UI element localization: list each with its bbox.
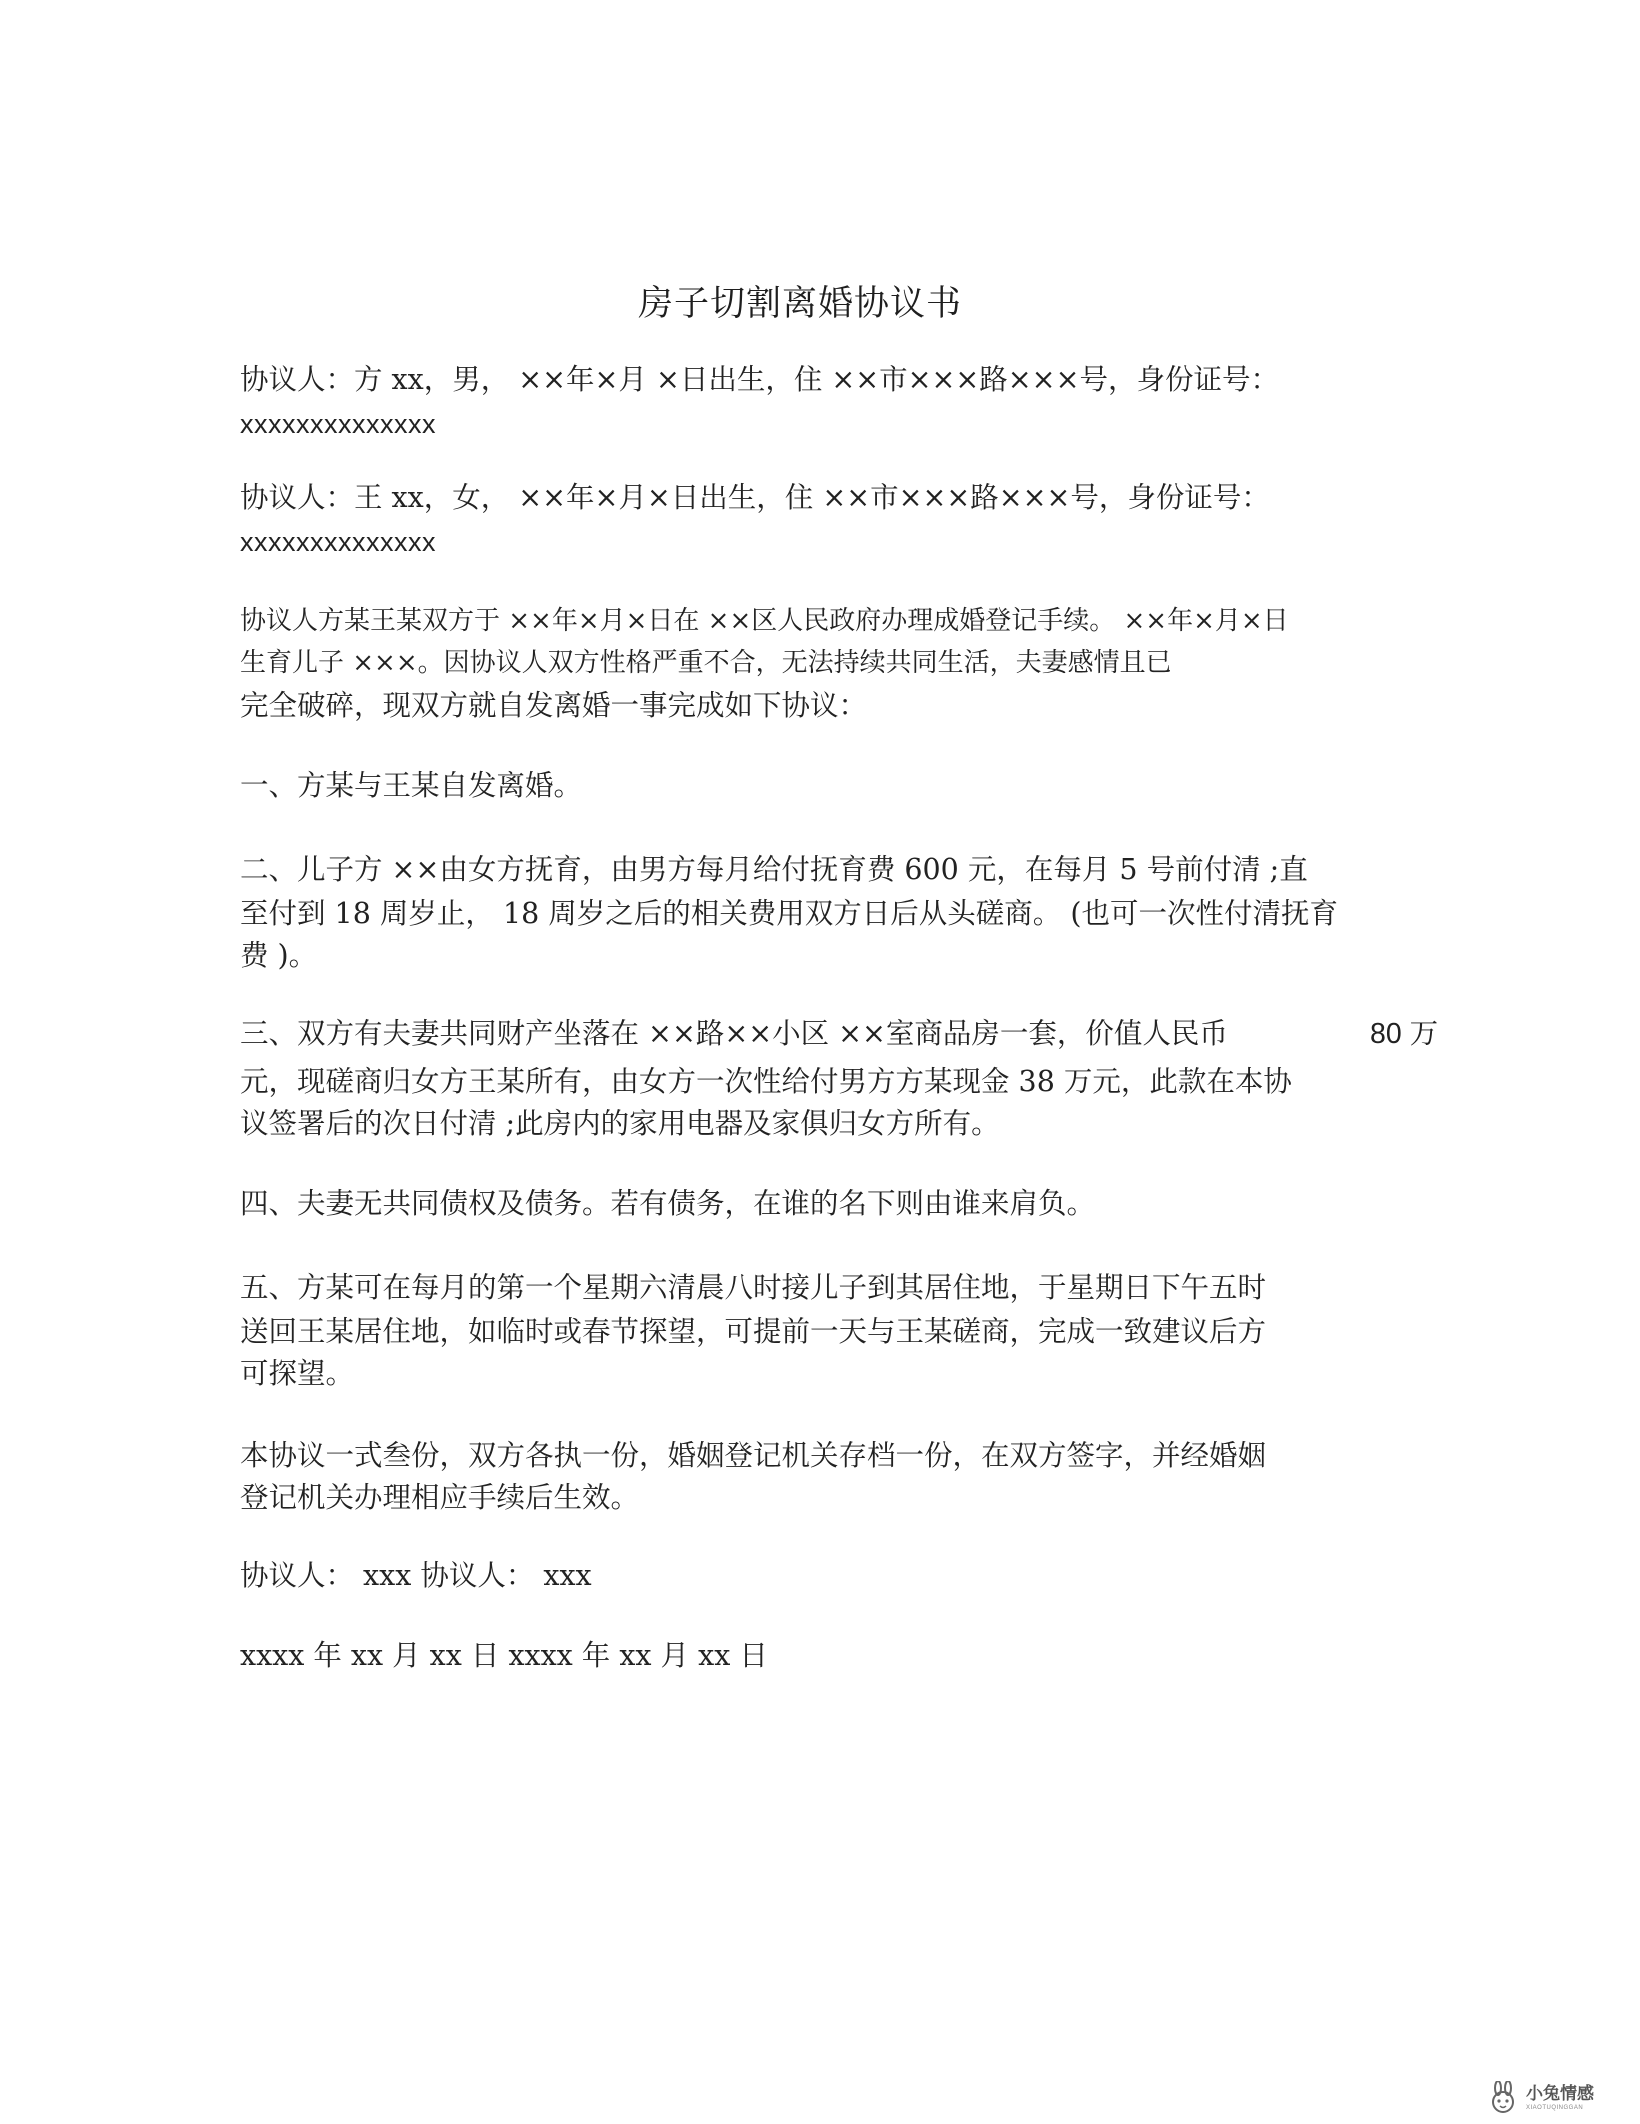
clause5-line-3: 可探望。 bbox=[240, 1357, 355, 1390]
party1-id: xxxxxxxxxxxxxx bbox=[240, 409, 436, 439]
party2-line: 协议人：王 xx，女， ××年×月×日出生，住 ××市×××路×××号，身份证号： bbox=[240, 481, 1270, 514]
intro-line-3: 完全破碎，现双方就自发离婚一事完成如下协议： bbox=[240, 689, 868, 722]
document-title: 房子切割离婚协议书 bbox=[637, 284, 962, 324]
intro-line-1: 协议人方某王某双方于 ××年×月×日在 ××区人民政府办理成婚登记手续。 ××年×月×日 bbox=[240, 606, 1289, 636]
clause3-amount: 80 万 bbox=[1370, 1018, 1439, 1050]
closing-line-2: 登记机关办理相应手续后生效。 bbox=[240, 1481, 640, 1514]
rabbit-logo-icon bbox=[1486, 2081, 1520, 2115]
clause3-line-1: 三、双方有夫妻共同财产坐落在 ××路××小区 ××室商品房一套，价值人民币 bbox=[240, 1017, 1228, 1050]
clause2-line-3: 费 )。 bbox=[240, 939, 318, 972]
date-line: xxxx 年 xx 月 xx 日 xxxx 年 xx 月 xx 日 bbox=[240, 1639, 768, 1672]
clause5-line-2: 送回王某居住地，如临时或春节探望，可提前一天与王某磋商，完成一致建议后方 bbox=[240, 1315, 1267, 1348]
clause2-line-2: 至付到 18 周岁止， 18 周岁之后的相关费用双方日后从头磋商。 (也可一次性付清抚育 bbox=[240, 897, 1338, 930]
clause5-line-1: 五、方某可在每月的第一个星期六清晨八时接儿子到其居住地，于星期日下午五时 bbox=[240, 1271, 1267, 1304]
clause3-line-2: 元，现磋商归女方王某所有，由女方一次性给付男方方某现金 38 万元，此款在本协 bbox=[240, 1065, 1292, 1098]
signature-line: 协议人： xxx 协议人： xxx bbox=[240, 1559, 592, 1592]
clause3-line-3: 议签署后的次日付清 ;此房内的家用电器及家俱归女方所有。 bbox=[240, 1107, 1000, 1140]
party1-line: 协议人：方 xx，男， ××年×月 ×日出生，住 ××市×××路×××号，身份证号： bbox=[240, 363, 1279, 396]
party2-id: xxxxxxxxxxxxxx bbox=[240, 527, 436, 557]
watermark-text: 小兔情感 bbox=[1526, 2083, 1594, 2104]
closing-line-1: 本协议一式叁份，双方各执一份，婚姻登记机关存档一份，在双方签字，并经婚姻 bbox=[240, 1439, 1267, 1472]
intro-line-2: 生育儿子 ×××。因协议人双方性格严重不合，无法持续共同生活，夫妻感情且已 bbox=[240, 648, 1172, 678]
clause2-line-1: 二、儿子方 ××由女方抚育，由男方每月给付抚育费 600 元，在每月 5 号前付清 ;直 bbox=[240, 853, 1308, 886]
watermark-subtext: XIAOTUQINGGAN bbox=[1526, 2104, 1584, 2111]
watermark bbox=[1486, 2080, 1626, 2116]
clause1-line-1: 一、方某与王某自发离婚。 bbox=[240, 769, 583, 802]
clause4-line-1: 四、夫妻无共同债权及债务。若有债务，在谁的名下则由谁来肩负。 bbox=[240, 1187, 1096, 1220]
